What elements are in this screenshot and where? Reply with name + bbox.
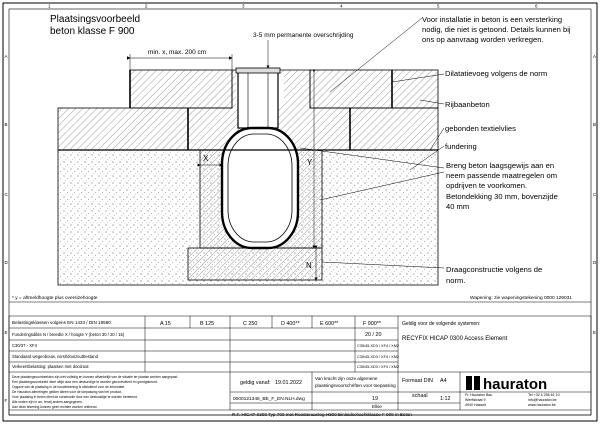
channel-neck bbox=[238, 72, 278, 128]
dim-x-label: X bbox=[203, 154, 209, 163]
grid-side-a-right: A bbox=[593, 54, 597, 59]
grid-top-3: 3 bbox=[242, 3, 245, 9]
tb-class-a15: A 15 bbox=[160, 321, 171, 327]
tb-address-l3: 4940 Hasselt bbox=[465, 403, 486, 407]
tb-disclaimer-l4: De Hauraton-afmetingen gelden alleen voor de toepassing van het product. bbox=[12, 390, 122, 394]
tb-row5-code: C35/45-XD3 / XF4 / XM2 bbox=[357, 365, 399, 369]
tb-contact-l3: www.hauraton.be bbox=[528, 403, 556, 407]
tb-valid-for: Geldig voor de volgende systemen: bbox=[402, 321, 481, 327]
tb-general-terms-l1: Van kracht zijn onze algemene bbox=[315, 376, 378, 381]
footer-left-note: * y = aftmeldhoogte plus oversizehoogte bbox=[12, 296, 98, 301]
tb-disclaimer-l5: Voor plaatsing in beton dient de constructie door een deskundige te worden berekend. bbox=[12, 395, 138, 399]
callout-install-note-l1: Voor installatie in beton is een versterking bbox=[422, 15, 563, 24]
grid-side-f: F bbox=[4, 398, 8, 403]
road-slab-left bbox=[58, 108, 188, 150]
callout-concrete-layers-l3: opdrijven te voorkomen. bbox=[446, 181, 528, 190]
tb-class-d400: D 400** bbox=[281, 321, 300, 327]
grid-side-e: E bbox=[4, 330, 8, 335]
tb-row3-label: C30/37 - XF4 bbox=[12, 343, 37, 348]
tb-valid-from-label: geldig vanaf: bbox=[240, 380, 271, 386]
tb-scale-value: 1:12 bbox=[440, 396, 451, 402]
dim-y-label: Y bbox=[307, 158, 313, 167]
tb-contact bbox=[528, 393, 561, 407]
callout-concrete-layers-l4: Betondekking 30 mm, bovenzijde bbox=[446, 192, 558, 201]
callout-road-concrete: Rijbaanbeton bbox=[445, 100, 490, 109]
grid-side-b-right: B bbox=[593, 122, 597, 127]
tb-scale-label: schaal bbox=[412, 393, 428, 399]
title-line-1: Plaatsingsvoorbeeld bbox=[50, 14, 141, 25]
callout-install-note-l2: nodig, die niet is getoond. Details kunnen bij bbox=[422, 25, 571, 34]
tb-row2-label: Funderingsdikte N / breedte X / hoogte Y (beton 30 / 20 / 15) bbox=[12, 332, 125, 337]
grid-top-2: 2 bbox=[145, 3, 148, 9]
road-concrete-left bbox=[130, 70, 232, 108]
logo-wordmark: hauraton bbox=[483, 376, 548, 393]
callout-base-l2: norm. bbox=[446, 276, 466, 285]
tb-row4-label: Standaard wegenbouw, vorst/dooizoutbestand bbox=[12, 354, 98, 359]
callout-textile: gebonden textielvlies bbox=[445, 124, 516, 133]
grid-top-5: 5 bbox=[437, 3, 440, 9]
tb-valid-from: 19.01.2022 bbox=[275, 380, 302, 386]
tb-disclaimer-l3: Opgave van de plaatsing in de bouwtekening is uitsluitend voor de informatie. bbox=[12, 385, 126, 389]
road-slab-right bbox=[350, 108, 438, 150]
tb-bottom-caption: R.F. HICAP 0300 Typ 700 met Roosteraanleg H800 Einleidschachtklasse F 900 in Beton bbox=[232, 412, 412, 417]
tb-page: 19 bbox=[372, 396, 378, 402]
grid-top-4: 4 bbox=[340, 3, 343, 9]
grid-side-b: B bbox=[4, 122, 8, 127]
tb-disclaimer-l6: Alle maten zijn in cm, tenzij anders aangegeven. bbox=[12, 400, 83, 404]
tb-row4-code: C35/45-XD3 / XF4 / XM2 bbox=[357, 355, 399, 359]
grid-side-c: C bbox=[4, 192, 8, 197]
tb-norm-label: Belastingsklassen volgens EN 1433 / DIN 19580 bbox=[12, 320, 111, 325]
callout-base-l1: Draagconstructie volgens de bbox=[446, 265, 543, 274]
footer-drawing-ref: Wapening: zie wapeningstekening 0000 129031 bbox=[470, 296, 572, 301]
callout-concrete-layers-l5: 40 mm bbox=[446, 202, 470, 211]
tb-contact-l1: Tel +32 4 256 61 10 bbox=[528, 393, 560, 397]
dim-min-x-label: min. x, max. 200 cm bbox=[148, 49, 207, 56]
tb-row2-value: 20 / 20 bbox=[365, 332, 382, 338]
grid-top-6: 6 bbox=[535, 3, 538, 9]
dim-overshoot-label: 3-5 mm permanente overschrijding bbox=[253, 32, 354, 39]
tb-row3-code: C35/45-XD3 / XF4 / XM2 bbox=[357, 344, 399, 348]
grid-top-1: 1 bbox=[48, 3, 51, 9]
tb-disclaimer-l7: Aan deze tekening kunnen geen rechten worden ontleend. bbox=[12, 405, 98, 409]
grid-side-e-right: E bbox=[593, 330, 597, 335]
channel-grating bbox=[236, 68, 280, 73]
title-line-2: beton klasse F 900 bbox=[50, 26, 135, 37]
callout-concrete-layers-l1: Breng beton laagsgewijs aan en bbox=[446, 161, 555, 170]
tb-class-b125: B 125 bbox=[200, 321, 215, 327]
logo-bar-2 bbox=[474, 376, 480, 390]
tb-disclaimer-l1: Deze plaatsingsvoorbeelden zijn niet volledig en kunnen afhankelijk van de situatie ter plaatse worden aangepast. bbox=[12, 375, 179, 379]
logo-bar-1 bbox=[466, 376, 472, 390]
tb-format-label: Formaat DIN bbox=[402, 378, 433, 384]
tb-address-l1: Fr. Hauraton Bau bbox=[465, 393, 493, 397]
tb-format-value: A4 bbox=[440, 378, 447, 384]
tb-file-name: 0000121346_BE_F_EN.NLH.dwg bbox=[233, 397, 305, 402]
callout-expansion-joint: Dilatatievoeg volgens de norm bbox=[445, 69, 548, 78]
callout-concrete-layers-l2: neem passende maatregelen om bbox=[446, 171, 558, 180]
tb-address-l2: Werftstraat 9 bbox=[465, 398, 486, 402]
grid-side-a: A bbox=[4, 54, 8, 59]
tb-class-f900: F 900** bbox=[363, 321, 381, 327]
tb-lang: Elkie bbox=[372, 404, 382, 409]
callout-foundation: fundering bbox=[445, 142, 477, 151]
tb-class-c250: C 250 bbox=[243, 321, 258, 327]
base-slab bbox=[188, 248, 322, 280]
road-concrete-right bbox=[310, 70, 438, 108]
tb-system: RECYFIX HICAP 0300 Access Element bbox=[402, 336, 508, 342]
grid-side-d-right: D bbox=[593, 260, 597, 265]
grid-side-c-right: C bbox=[593, 192, 597, 197]
tb-class-e600: E 600** bbox=[320, 321, 339, 327]
tb-general-terms-l2: plaatsingsvoorschriften voor toepassing bbox=[315, 383, 396, 388]
dim-n-label: N bbox=[306, 261, 312, 270]
tb-contact-l2: info@hauraton.be bbox=[528, 398, 557, 402]
tb-disclaimer-l2: Een plaatsingsvoorbeeld dient altijd door een deskundige te worden gecontroleerd en goedgekeurd. bbox=[12, 380, 158, 384]
callout-install-note-l3: ons op aanvraag worden verkregen. bbox=[422, 35, 544, 44]
tb-row5-label: Verkeersbelasting: plaatsen met dooizout bbox=[12, 364, 89, 369]
grid-side-d: D bbox=[4, 260, 8, 265]
